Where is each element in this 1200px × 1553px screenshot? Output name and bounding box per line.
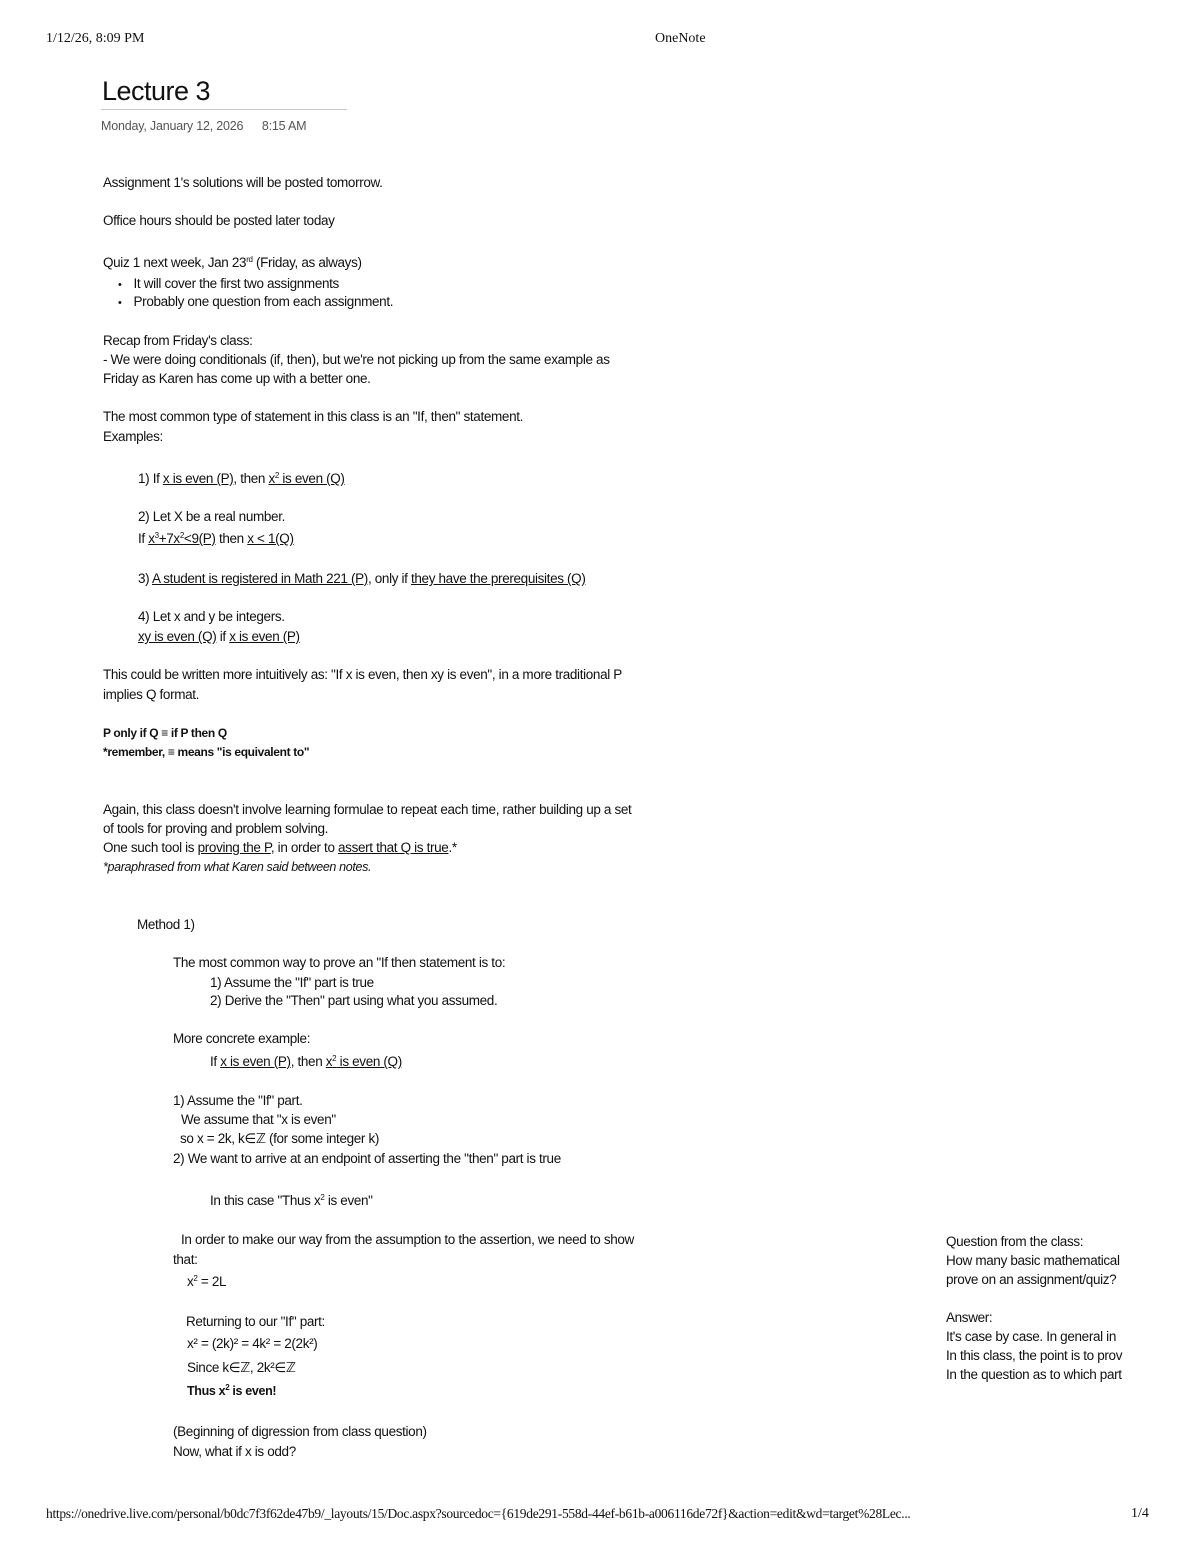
- footnote[interactable]: *paraphrased from what Karen said between notes.: [103, 860, 372, 874]
- quiz-bullet-text: Probably one question from each assignment.: [133, 294, 394, 309]
- recap-line-1[interactable]: - We were doing conditionals (if, then), but we're not picking up from the same example as: [103, 352, 610, 367]
- bullet-dot-icon: •: [118, 297, 122, 309]
- example-2-line-2[interactable]: [138, 531, 294, 546]
- print-datetime: 1/12/26, 8:09 PM: [46, 31, 145, 46]
- thus-even-post: is even!: [229, 1384, 277, 1398]
- concrete-example[interactable]: [210, 1054, 402, 1069]
- eq-rest: = 2L: [197, 1274, 227, 1289]
- ex4-q: xy is even (Q): [138, 629, 217, 644]
- tool-post: .*: [448, 840, 457, 855]
- again-line-1[interactable]: Again, this class doesn't involve learning formulae to repeat each time, rather building up a set: [103, 802, 632, 817]
- quiz-bullet-1[interactable]: [118, 276, 339, 291]
- announcement-solutions[interactable]: Assignment 1's solutions will be posted tomorrow.: [103, 175, 383, 190]
- eq-sup: 2: [193, 1274, 198, 1283]
- odd-question-line[interactable]: Now, what if x is odd?: [173, 1444, 296, 1459]
- method-step-2[interactable]: 2) Derive the "Then" part using what you assumed.: [210, 993, 498, 1008]
- side-question-line-1: How many basic mathematical: [946, 1253, 1120, 1268]
- calc-line[interactable]: x² = (2k)² = 4k² = 2(2k²): [187, 1336, 318, 1351]
- quiz-bullet-2[interactable]: [118, 294, 393, 309]
- recap-title[interactable]: Recap from Friday's class:: [103, 333, 253, 348]
- ex2-p-sup2: 2: [179, 531, 184, 540]
- quiz-sup: rd: [246, 255, 253, 264]
- tool-line[interactable]: [103, 840, 457, 855]
- side-answer-label: Answer:: [946, 1310, 993, 1325]
- equivalence-rule[interactable]: P only if Q ≡ if P then Q: [103, 726, 227, 740]
- side-answer-line-2: In this class, the point is to prov: [946, 1348, 1123, 1363]
- assume-line-2[interactable]: so x = 2k, k∈ℤ (for some integer k): [180, 1131, 380, 1146]
- example-4-line-1[interactable]: 4) Let x and y be integers.: [138, 609, 285, 624]
- since-line[interactable]: Since k∈ℤ, 2k²∈ℤ: [187, 1360, 296, 1375]
- side-spacer: [946, 1289, 1145, 1308]
- quiz-text: Quiz 1 next week, Jan 23: [103, 255, 247, 270]
- ex1-q-rest: is even (Q): [279, 471, 345, 486]
- print-page-number: 1/4: [1131, 1506, 1149, 1521]
- example-2-line-1[interactable]: 2) Let X be a real number.: [138, 509, 285, 524]
- thus-case-line[interactable]: [210, 1193, 373, 1208]
- ex1-p: x is even (P): [162, 471, 234, 486]
- ex3-pre: 3): [138, 571, 152, 586]
- concrete-p: x is even (P): [220, 1054, 291, 1069]
- page-time-text: 8:15 AM: [261, 119, 307, 133]
- example-4-line-2[interactable]: [138, 629, 300, 644]
- arrive-line[interactable]: 2) We want to arrive at an endpoint of asserting the "then" part is true: [173, 1151, 561, 1166]
- example-3[interactable]: [138, 571, 585, 586]
- ex2-p-sup1: 3: [154, 531, 159, 540]
- ex2-p-b: +7x: [158, 531, 180, 546]
- thus-case-pre: In this case "Thus x: [210, 1193, 321, 1208]
- equation-x2-2l[interactable]: [187, 1274, 226, 1289]
- examples-label[interactable]: Examples:: [103, 429, 163, 444]
- print-app-name: OneNote: [655, 31, 706, 46]
- page-date-text: Monday, January 12, 2026: [101, 119, 244, 133]
- ex3-q: they have the prerequisites (Q): [410, 571, 586, 586]
- ex3-mid: , only if: [367, 571, 411, 586]
- page-title[interactable]: Lecture 3: [102, 76, 211, 106]
- tool-pre: One such tool is: [103, 840, 198, 855]
- concrete-q-var: x: [325, 1054, 333, 1069]
- method-intro[interactable]: The most common way to prove an "If then statement is to:: [173, 955, 506, 970]
- intuitive-line-1[interactable]: This could be written more intuitively as: "If x is even, then xy is even", in a more traditional P: [103, 667, 622, 682]
- side-question-line-2: prove on an assignment/quiz?: [946, 1272, 1117, 1287]
- tool-u1: proving the P: [197, 840, 271, 855]
- equivalence-note[interactable]: *remember, ≡ means "is equivalent to": [103, 745, 310, 759]
- method-step-1[interactable]: 1) Assume the "If" part is true: [210, 975, 374, 990]
- intuitive-line-2[interactable]: implies Q format.: [103, 687, 200, 702]
- thus-even-sup: 2: [225, 1383, 230, 1392]
- side-note-container[interactable]: [946, 1232, 1145, 1384]
- ex4-p: x is even (P): [229, 629, 300, 644]
- assume-title[interactable]: 1) Assume the "If" part.: [173, 1093, 303, 1108]
- quiz-bullet-text: It will cover the first two assignments: [133, 276, 339, 291]
- announcement-office-hours[interactable]: Office hours should be posted later today: [103, 213, 335, 228]
- method-title[interactable]: Method 1): [137, 917, 195, 932]
- order-line-2[interactable]: that:: [173, 1252, 198, 1267]
- tool-mid: , in order to: [270, 840, 339, 855]
- concrete-q-rest: is even (Q): [336, 1054, 402, 1069]
- side-question-label: Question from the class:: [946, 1234, 1084, 1249]
- recap-line-2[interactable]: Friday as Karen has come up with a better one.: [103, 371, 371, 386]
- page-date: [101, 119, 306, 133]
- ex1-pre: 1) If: [138, 471, 163, 486]
- ex3-p: A student is registered in Math 221 (P): [151, 571, 368, 586]
- assume-line-1[interactable]: We assume that "x is even": [181, 1112, 336, 1127]
- ex1-q-sup: 2: [274, 471, 279, 480]
- order-line-1[interactable]: In order to make our way from the assumption to the assertion, we need to show: [181, 1232, 634, 1247]
- ex1-q-var: x: [268, 471, 275, 486]
- concrete-pre: If: [210, 1054, 221, 1069]
- quiz-line[interactable]: [103, 255, 362, 270]
- example-1[interactable]: [138, 471, 345, 486]
- concrete-q-sup: 2: [332, 1054, 337, 1063]
- returning-line[interactable]: Returning to our "If" part:: [186, 1314, 325, 1329]
- again-line-2[interactable]: of tools for proving and problem solving.: [103, 821, 329, 836]
- bullet-dot-icon: •: [118, 279, 122, 291]
- title-divider: [101, 109, 347, 110]
- ex2-then: then: [215, 531, 248, 546]
- ex2-if: If: [138, 531, 149, 546]
- thus-even-line[interactable]: [187, 1384, 276, 1398]
- print-url: https://onedrive.live.com/personal/b0dc7f3f62de47b9/_layouts/15/Doc.aspx?sourcedoc={619de291-558d-44ef-b61b-a006116de72f}&action=edit&wd=target%28Lec...: [46, 1506, 911, 1521]
- ex2-p-c: <9(P): [183, 531, 216, 546]
- thus-case-sup: 2: [320, 1193, 325, 1202]
- ex2-p-a: x: [148, 531, 155, 546]
- ex1-mid: , then: [233, 471, 269, 486]
- tool-u2: assert that Q is true: [338, 840, 449, 855]
- side-answer-line-3: In the question as to which part: [946, 1367, 1122, 1382]
- ex4-mid: if: [216, 629, 230, 644]
- concrete-mid: , then: [290, 1054, 326, 1069]
- quiz-text-end: (Friday, as always): [252, 255, 362, 270]
- side-answer-line-1: It's case by case. In general in: [946, 1329, 1116, 1344]
- thus-case-post: is even": [324, 1193, 373, 1208]
- ex2-q: x < 1(Q): [247, 531, 294, 546]
- thus-even-pre: Thus x: [187, 1384, 226, 1398]
- concrete-label[interactable]: More concrete example:: [173, 1031, 311, 1046]
- eq-var: x: [187, 1274, 194, 1289]
- common-statement-line[interactable]: The most common type of statement in this class is an "If, then" statement.: [103, 409, 524, 424]
- digression-line[interactable]: (Beginning of digression from class question): [173, 1424, 427, 1439]
